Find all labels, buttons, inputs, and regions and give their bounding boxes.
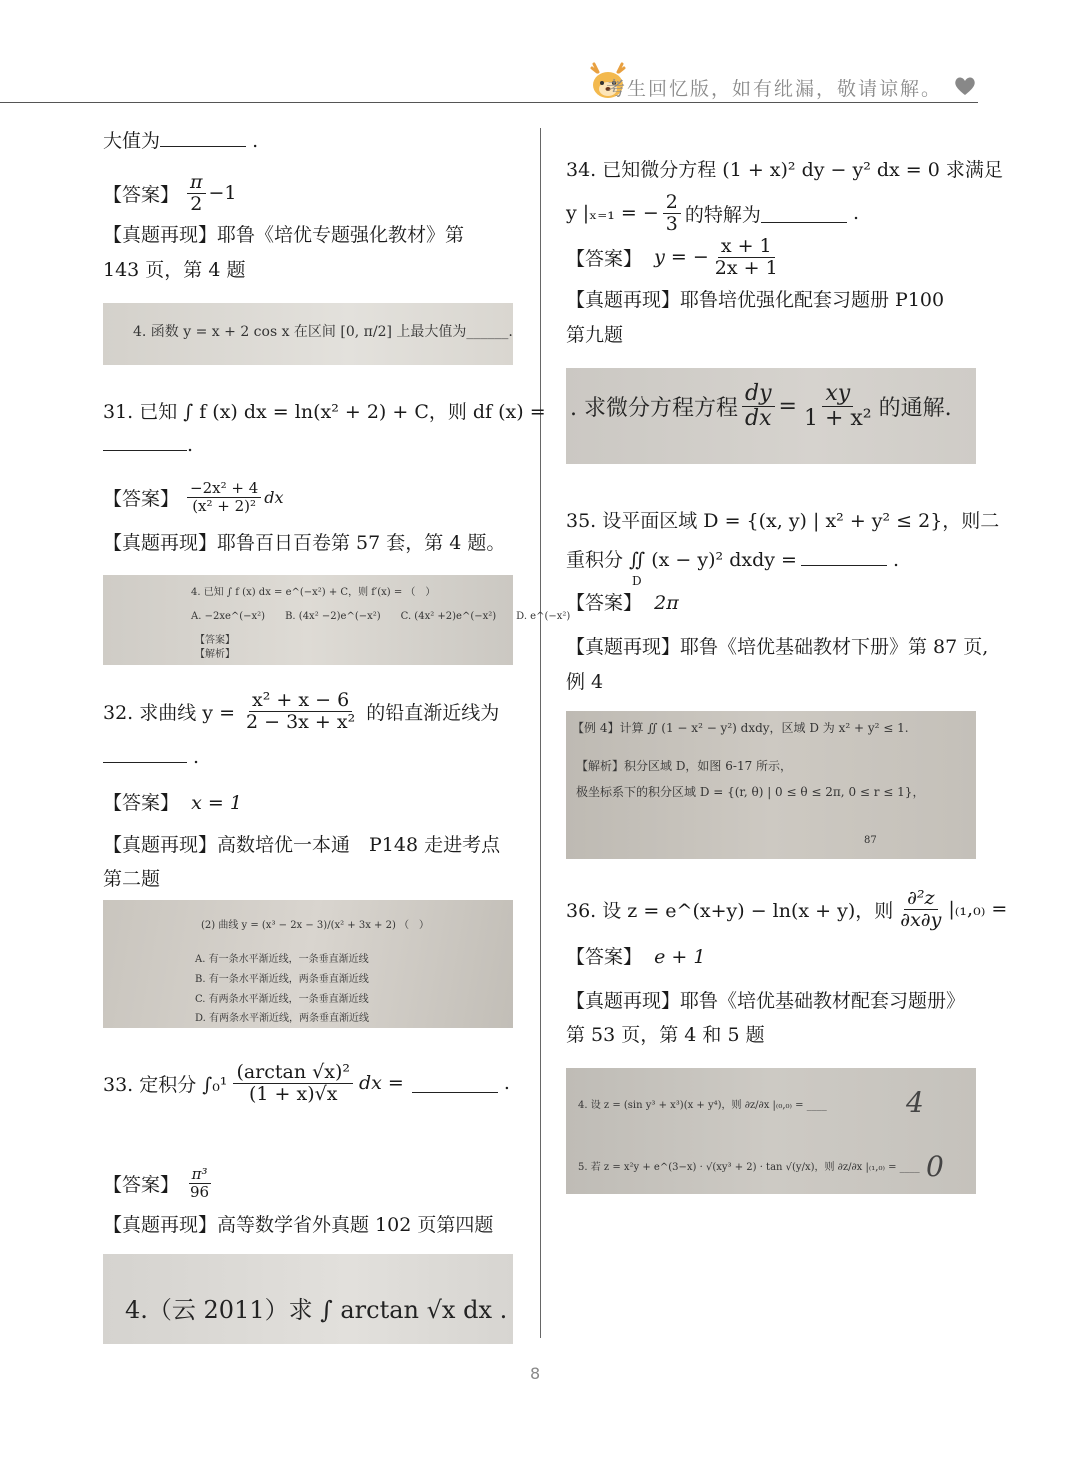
q35-region-subscript: D <box>632 574 642 588</box>
photo-text: 4. 已知 ∫ f (x) dx = e^(−x²) + C，则 f′(x) = （ ） <box>191 587 436 598</box>
q36-ref: 【真题再现】耶鲁《培优基础教材配套习题册》 <box>566 990 966 1012</box>
q34-condition: y |ₓ₌₁ = − $\frac{2}{3}$ 的特解为 . <box>566 191 859 235</box>
page-number: 8 <box>530 1364 541 1383</box>
column-divider <box>540 128 541 1338</box>
header-rule <box>0 102 978 103</box>
q32-answer: 【答案】 x = 1 <box>103 792 242 814</box>
q35-stem: 35. 设平面区域 D = {(x, y) | x² + y² ≤ 2}，则二 <box>566 510 1000 532</box>
q33-ref: 【真题再现】高等数学省外真题 102 页第四题 <box>103 1214 494 1236</box>
q31-blank: . <box>103 432 193 456</box>
q35-ref: 【真题再现】耶鲁《培优基础教材下册》第 87 页, <box>566 636 989 658</box>
q30-answer: 【答案】 $\frac{\pi}{2}$ −1 <box>103 171 237 215</box>
q33-stem: 33. 定积分 ∫₀¹ $\frac{\text{(arctan √x)²}}{(1 + x)√x}$ dx = . <box>103 1061 510 1105</box>
q30-ref: 【真题再现】耶鲁《培优专题强化教材》第 <box>103 224 465 246</box>
q31-answer: 【答案】 $\frac{\text{−2x² + 4}}{\text{(x² + 2)²}}$ dx <box>103 479 284 515</box>
q33-answer: 【答案】 $\frac{\text{π³}}{96}$ <box>103 1165 210 1201</box>
photo-text: 4. 函数 y = x + 2 cos x 在区间 [0, π/2] 上最大值为______. <box>133 324 513 340</box>
photo-text: 4.（云 2011）求 ∫ arctan √x dx . <box>125 1296 508 1324</box>
reference-photo-6 <box>566 711 976 859</box>
q31-stem: 31. 已知 ∫ f (x) dx = ln(x² + 2) + C，则 df (x) = <box>103 401 546 423</box>
q35-ref-cont: 例 4 <box>566 671 604 693</box>
reference-photo-7 <box>566 1068 976 1194</box>
photo-text: D. 有两条水平渐近线，两条垂直渐近线 <box>195 1013 370 1024</box>
reference-photo-2 <box>103 575 571 665</box>
q35-integral: 重积分 ∬ (x − y)² dxdy = . <box>566 549 900 571</box>
handwritten-answer: 4 <box>906 1086 924 1119</box>
photo-text: 【解析】积分区域 D，如图 6-17 所示， <box>576 759 793 773</box>
q30-ref-cont: 143 页，第 4 题 <box>103 259 246 281</box>
q32-blank: . <box>103 744 199 768</box>
reference-photo-1 <box>103 303 513 365</box>
reference-photo-3 <box>103 900 513 1028</box>
q36-ref-cont: 第 53 页，第 4 和 5 题 <box>566 1024 765 1046</box>
photo-text: B. 有一条水平渐近线，两条垂直渐近线 <box>195 974 369 985</box>
q32-ref: 【真题再现】高数培优一本通 P148 走进考点 <box>103 834 501 856</box>
q34-stem: 34. 已知微分方程 (1 + x)² dy − y² dx = 0 求满足 <box>566 159 1003 181</box>
photo-text: (2) 曲线 y = (x³ − 2x − 3)/(x² + 3x + 2) （ ） <box>201 920 430 931</box>
photo-text: 5. 若 z = x²y + e^(3−x) · √(xy³ + 2) · tan √(y/x)，则 ∂z/∂x |₍₁,₀₎ = ____ <box>578 1162 920 1173</box>
q36-stem: 36. 设 z = e^(x+y) − ln(x + y)，则 $\frac{\text{∂²z}}{\partial x\partial y}$ |₍₁,₀₎ = <box>566 887 1008 931</box>
photo-text: 4. 设 z = (sin y³ + x³)(x + y⁴)，则 ∂z/∂x |₍₀,₀₎ = ____ <box>578 1100 827 1111</box>
photo-text: A. 有一条水平渐近线，一条垂直渐近线 <box>195 954 369 965</box>
photo-text: A. −2xe^(−x²) B. (4x² −2)e^(−x²) C. (4x² +2)e^(−x²) D. e^(−x²) <box>191 611 571 622</box>
photo-text: C. 有两条水平渐近线，一条垂直渐近线 <box>195 994 369 1005</box>
heart-icon <box>954 76 976 96</box>
handwritten-answer: 0 <box>926 1150 944 1183</box>
q32-ref-cont: 第二题 <box>103 868 161 890</box>
q32-stem: 32. 求曲线 y = $\frac{\text{x² + x − 6}}{\text{2 − 3x + x²}}$ 的铅直渐近线为 <box>103 689 500 733</box>
photo-text: 87 <box>864 835 877 846</box>
page-header <box>0 58 980 106</box>
q34-ref: 【真题再现】耶鲁培优强化配套习题册 P100 <box>566 289 945 311</box>
reference-photo-5 <box>566 368 976 464</box>
q34-ref-cont: 第九题 <box>566 324 624 346</box>
q34-answer: 【答案】 y = − $\frac{x + 1}{2x + 1}$ <box>566 235 778 279</box>
header-disclaimer: 考生回忆版，如有纰漏，敬请谅解。 <box>605 78 942 100</box>
q30-tail: 大值为 . <box>103 130 259 152</box>
photo-text: 极坐标系下的积分区域 D = {(r, θ) | 0 ≤ θ ≤ 2π, 0 ≤ r ≤ 1}， <box>576 785 925 799</box>
photo-text: 【解析】 <box>195 649 235 660</box>
q36-answer: 【答案】 e + 1 <box>566 946 706 968</box>
reference-photo-4 <box>103 1254 513 1344</box>
photo-text: 【答案】 <box>195 635 235 646</box>
photo-text: 【例 4】计算 ∬ (1 − x² − y²) dxdy，区域 D 为 x² + y² ≤ 1. <box>572 721 909 735</box>
q35-answer: 【答案】 2π <box>566 592 679 614</box>
q31-ref: 【真题再现】耶鲁百日百卷第 57 套，第 4 题。 <box>103 532 506 554</box>
photo-text: . 求微分方程方程 $\frac{dy}{dx}$ = $\frac{xy}{\text{1 + x²}}$ 的通解. <box>570 381 952 432</box>
